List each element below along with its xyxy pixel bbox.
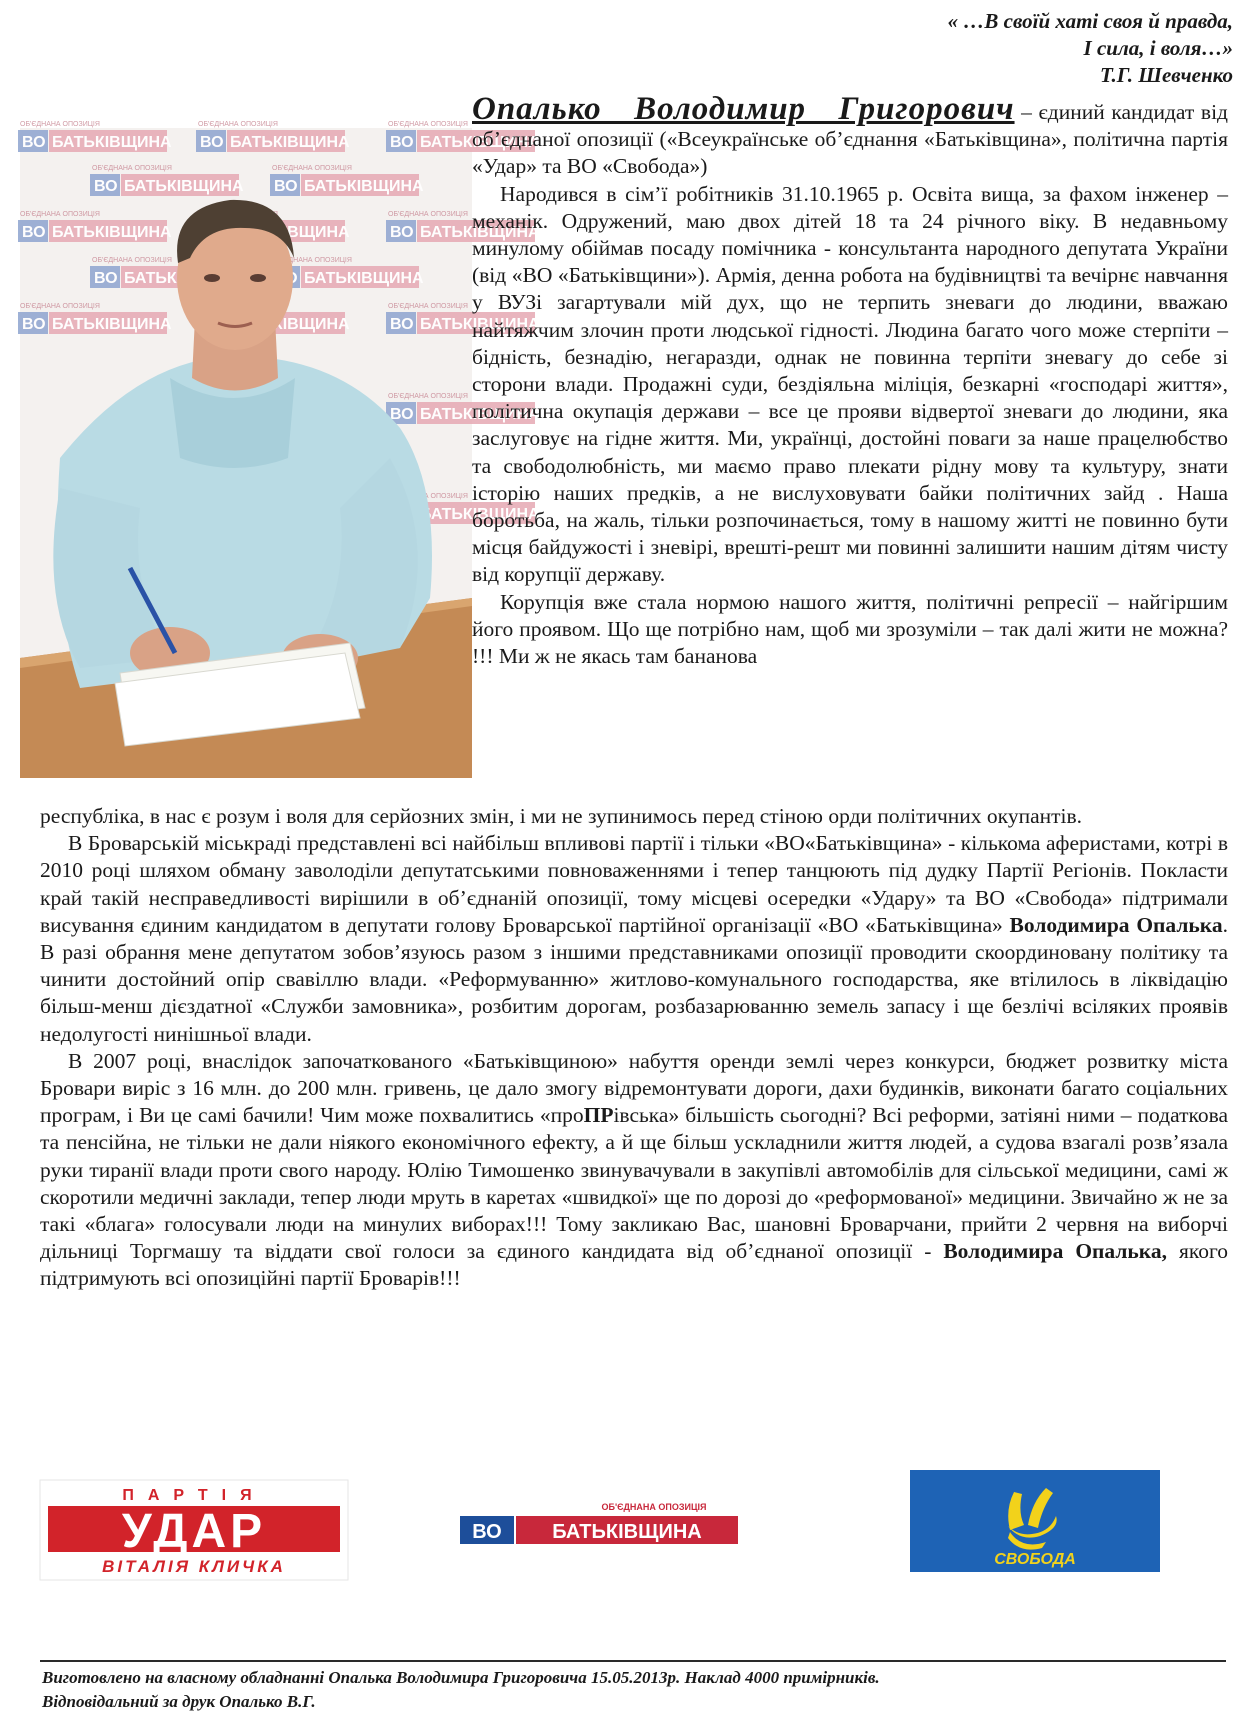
paragraph-corruption-end: республіка, в нас є розум і воля для серйозних змін, і ми не зупинимось перед стіною орди політичних окупантів. (40, 804, 1083, 828)
svoboda-logo (910, 1470, 1160, 1572)
article-bottom (40, 803, 1228, 1293)
udar-logo (40, 1480, 348, 1580)
batkivshchyna-logo-name: БАТЬКІВЩИНА (552, 1521, 702, 1543)
epigraph-line-1: « …В своїй хаті своя й правда, (947, 9, 1233, 33)
paragraph-city-council (40, 830, 1228, 1048)
batkivshchyna-logo-vo: ВО (472, 1521, 502, 1543)
udar-logo-bottom-text: ВІТАЛІЯ КЛИЧКА (102, 1557, 286, 1576)
article-top (472, 91, 1228, 670)
budget-text-a: В 2007 році, внаслідок започаткованого «Батьківщиною» набуття оренди землі через конкурси, бюджет розвитку міста Бровари виріс з 16 млн. до 200 млн. гривень, це дало змогу відремонтувати дороги, дахи будинків, виконати багато соціальних програм, і Ви це самі бачили! Чим може похвалитись «про (40, 1048, 1228, 1128)
pr-bold: ПР (583, 1103, 614, 1128)
budget-text-b: івська» більшість сьогодні? Всі реформи, затіяні ними – податкова та пенсійна, не тільки не дали ніякого економічного ефекту, а й ще більш ускладнили життя людей, а судова взагалі розв’язала руки тиранії влади проти свого народу. Юлію Тимошенко звинувачували в закупівлі автомобілів для сільської медицини, самі ж скоротили медичні заклади, тепер люди мруть в каретах «швидкої» ще по дорозі до «реформованої» медицини. Звичайно ж не за такі «блага» голосували люди на минулих виборах!!! Тому закликаю Вас, шановні Броварчани, прийти 2 червня на виборчі дільниці Торгмашу та віддати свої голоси за єдиного кандидата від об’єднаної опозиції - (40, 1103, 1228, 1264)
batkivshchyna-logo (458, 1500, 740, 1556)
udar-logo-top-text: ПАРТІЯ (122, 1487, 266, 1504)
udar-logo-main-text: УДАР (121, 1505, 267, 1558)
candidate-name-bold-1: Володимира Опалька (1009, 912, 1223, 937)
candidate-photo-illustration: ОБ'ЄДНАНА ОПОЗИЦІЯ (20, 128, 472, 778)
city-council-text-a: В Броварській міськраді представлені всі найбільш впливові партії і тільки «ВО«Батьківщина» - кількома аферистами, котрі в 2010 році шляхом обману заволоділи депутатськими повноваженнями і тепер танцюють під дудку Партії Регіонів. Покласти край такій несправедливості вирішили в об’єднаній опозиції, тому місцеві осередки «Удару» та ВО «Свобода» підтримали висування єдиним кандидатом в депутати голову Броварської партійної організації «ВО «Батьківщина» (40, 831, 1228, 937)
candidate-photo (20, 113, 472, 778)
intro-text: – єдиний кандидат від об’єднаної опозиції («Всеукраїнське об’єднання «Батьківщина», політична партія «Удар» та ВО «Свобода») (472, 100, 1228, 179)
candidate-name-bold-2: Володимира Опалька, (943, 1239, 1167, 1264)
batkivshchyna-logo-caption: ОБ'ЄДНАНА ОПОЗИЦІЯ (601, 1502, 707, 1512)
epigraph-line-2: І сила, і воля…» (1083, 36, 1233, 60)
paragraph-budget (40, 1048, 1228, 1293)
party-logos (40, 1470, 1228, 1585)
epigraph-author: Т.Г. Шевченко (1099, 63, 1233, 87)
city-council-text-b: . В разі обрання мене депутатом зобов’язуюсь разом з іншими представниками опозиції проводити скоординовану політику та чинити достойний опір свавіллю влади. «Реформуванню» житлово-комунального господарства, яке втілилось в ліквідацію більш-менш дієздатної «Служби замовника», розбитим дорогам, розбазарюванню земель запасу і ще безлічі всіляких проявів недолугості нинішньої влади. (40, 912, 1228, 1046)
footer (42, 1666, 1222, 1714)
footer-responsible: Відповідальний за друк Опалько В.Г. (42, 1692, 316, 1711)
budget-text-c: якого підтримують всі опозиційні партії Броварів!!! (40, 1239, 1228, 1291)
candidate-name: Опалько Володимир Григорович (472, 91, 1015, 127)
footer-divider (40, 1660, 1226, 1662)
epigraph (633, 8, 1233, 89)
paragraph-biography: Народився в сім’ї робітників 31.10.1965 р. Освіта вища, за фахом інженер – механік. Одружений, маю двох дітей 18 та 24 річного віку. В недавньому минулому обіймав посаду помічника - консультанта народного депутата України (від «ВО «Батьківщини»). Армія, денна робота на будівництві та вечірнє навчання у ВУЗі загартували мій дух, що не терпить зневаги до людини, вважаю найтяжчим злочин проти людської гідності. Людина багато чого може стерпіти – бідність, безнадію, негаразди, однак не повинна терпіти зневагу до себе зі сторони влади. Продажні суди, бездіяльна міліція, безкарні «господарі життя», політична окупація держави – все це прояви відвертої зневаги до людини, яка заслуговує на гідне життя. Ми, українці, достойні поваги за наше працелюбство та свободолюбність, ми маємо право плекати рідну мову та культуру, знати історію наших предків, а не вислуховувати байки політичних зайд . Наша боротьба, на жаль, тільки розпочинається, тому в нашому житті не повинно бути місця байдужості і зневірі, врешті-решт ми повинні залишити нашим дітям чисту від корупції державу. (472, 181, 1228, 587)
svoboda-logo-name: СВОБОДА (994, 1551, 1076, 1568)
paragraph-corruption-start: Корупція вже стала нормою нашого життя, політичні репресії – найгіршим його проявом. Що ще потрібно нам, щоб ми зрозуміли – так далі жити не можна? !!! Ми ж не якась там бананова (472, 589, 1228, 669)
footer-print-info: Виготовлено на власному обладнанні Опалька Володимира Григоровича 15.05.2013р. Наклад 4000 примірників. (42, 1668, 880, 1687)
